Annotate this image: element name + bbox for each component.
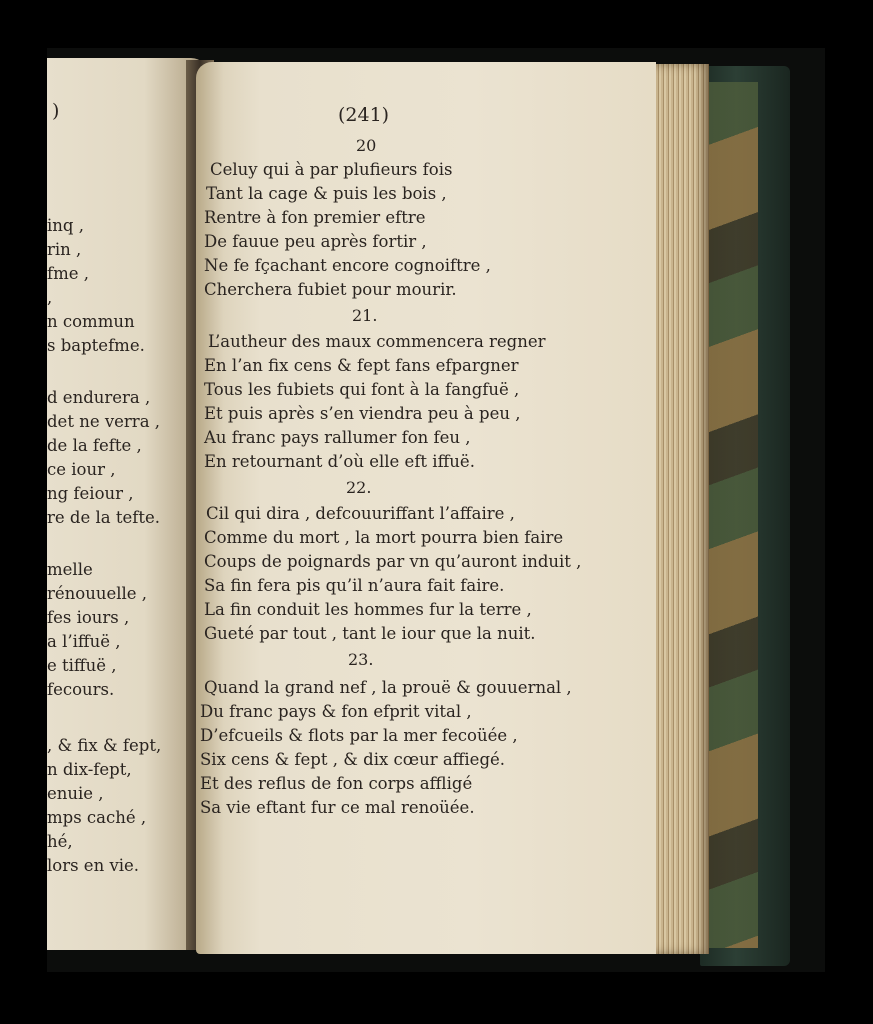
verse-line: Sa vie eftant fur ce mal renoüée. bbox=[200, 798, 475, 817]
left-line: ce iour , bbox=[47, 460, 116, 479]
verse-line: Tous les fubiets qui font à la fangfuë , bbox=[204, 380, 520, 399]
stanza-number: 22. bbox=[346, 478, 372, 497]
verse-line: Cil qui dira , defcouuriffant l’affaire , bbox=[206, 504, 515, 523]
verse-line: Ne fe fçachant encore cognoiftre , bbox=[204, 256, 491, 275]
left-line: melle bbox=[47, 560, 93, 579]
left-line: inq , bbox=[47, 216, 84, 235]
left-line: rin , bbox=[47, 240, 82, 259]
left-line: s baptefme. bbox=[47, 336, 145, 355]
verse-line: Et des reflus de fon corps affligé bbox=[200, 774, 473, 793]
left-line: lors en vie. bbox=[47, 856, 140, 875]
left-line: de la fefte , bbox=[47, 436, 142, 455]
left-line: ng feiour , bbox=[47, 484, 134, 503]
left-line: n dix-fept, bbox=[47, 760, 132, 779]
verse-line: Celuy qui à par plufieurs fois bbox=[210, 160, 453, 179]
left-line: fme , bbox=[47, 264, 90, 283]
left-line: mps caché , bbox=[47, 808, 147, 827]
left-page bbox=[47, 58, 209, 950]
verse-line: La fin conduit les hommes fur la terre , bbox=[204, 600, 532, 619]
stanza-number: 21. bbox=[352, 306, 378, 325]
left-line: rénouuelle , bbox=[47, 584, 148, 603]
verse-line: Cherchera fubiet pour mourir. bbox=[204, 280, 457, 299]
left-line: det ne verra , bbox=[47, 412, 161, 431]
stanza-number: 23. bbox=[348, 650, 374, 669]
marbled-endpaper bbox=[706, 82, 758, 948]
left-line: enuie , bbox=[47, 784, 104, 803]
verse-line: Rentre à fon premier eftre bbox=[204, 208, 426, 227]
verse-line: Comme du mort , la mort pourra bien faire bbox=[204, 528, 564, 547]
verse-line: Six cens & fept , & dix cœur affiegé. bbox=[200, 750, 506, 769]
verse-line: En l’an fix cens & fept fans efpargner bbox=[204, 356, 519, 375]
verse-line: Sa fin fera pis qu’il n’aura fait faire. bbox=[204, 576, 505, 595]
stanza-number: 20 bbox=[356, 136, 377, 155]
left-line: , & fix & fept, bbox=[47, 736, 162, 755]
verse-line: Tant la cage & puis les bois , bbox=[206, 184, 447, 203]
page-edges bbox=[651, 64, 709, 954]
verse-line: D’efcueils & flots par la mer fecoüée , bbox=[200, 726, 518, 745]
left-line: re de la tefte. bbox=[47, 508, 160, 527]
verse-line: Gueté par tout , tant le iour que la nuit. bbox=[204, 624, 536, 643]
verse-line: L’autheur des maux commencera regner bbox=[208, 332, 546, 351]
left-line: e tiffuë , bbox=[47, 656, 117, 675]
verse-line: Coups de poignards par vn qu’auront induit , bbox=[204, 552, 582, 571]
verse-line: De fauue peu après fortir , bbox=[204, 232, 427, 251]
left-line: , bbox=[47, 288, 53, 307]
verse-line: Au franc pays rallumer fon feu , bbox=[204, 428, 471, 447]
left-page-header: ) bbox=[52, 100, 60, 122]
verse-line: Du franc pays & fon efprit vital , bbox=[200, 702, 472, 721]
page-number-header: (241) bbox=[338, 104, 390, 126]
verse-line: Et puis après s’en viendra peu à peu , bbox=[204, 404, 521, 423]
verse-line: Quand la grand nef , la prouë & gouuernal , bbox=[204, 678, 572, 697]
left-line: hé, bbox=[47, 832, 73, 851]
left-line: n commun bbox=[47, 312, 135, 331]
left-line: d endurera , bbox=[47, 388, 151, 407]
left-line: a l’iffuë , bbox=[47, 632, 121, 651]
left-line: fecours. bbox=[47, 680, 115, 699]
right-page bbox=[196, 62, 656, 954]
verse-line: En retournant d’où elle eft iffuë. bbox=[204, 452, 475, 471]
left-line: fes iours , bbox=[47, 608, 130, 627]
